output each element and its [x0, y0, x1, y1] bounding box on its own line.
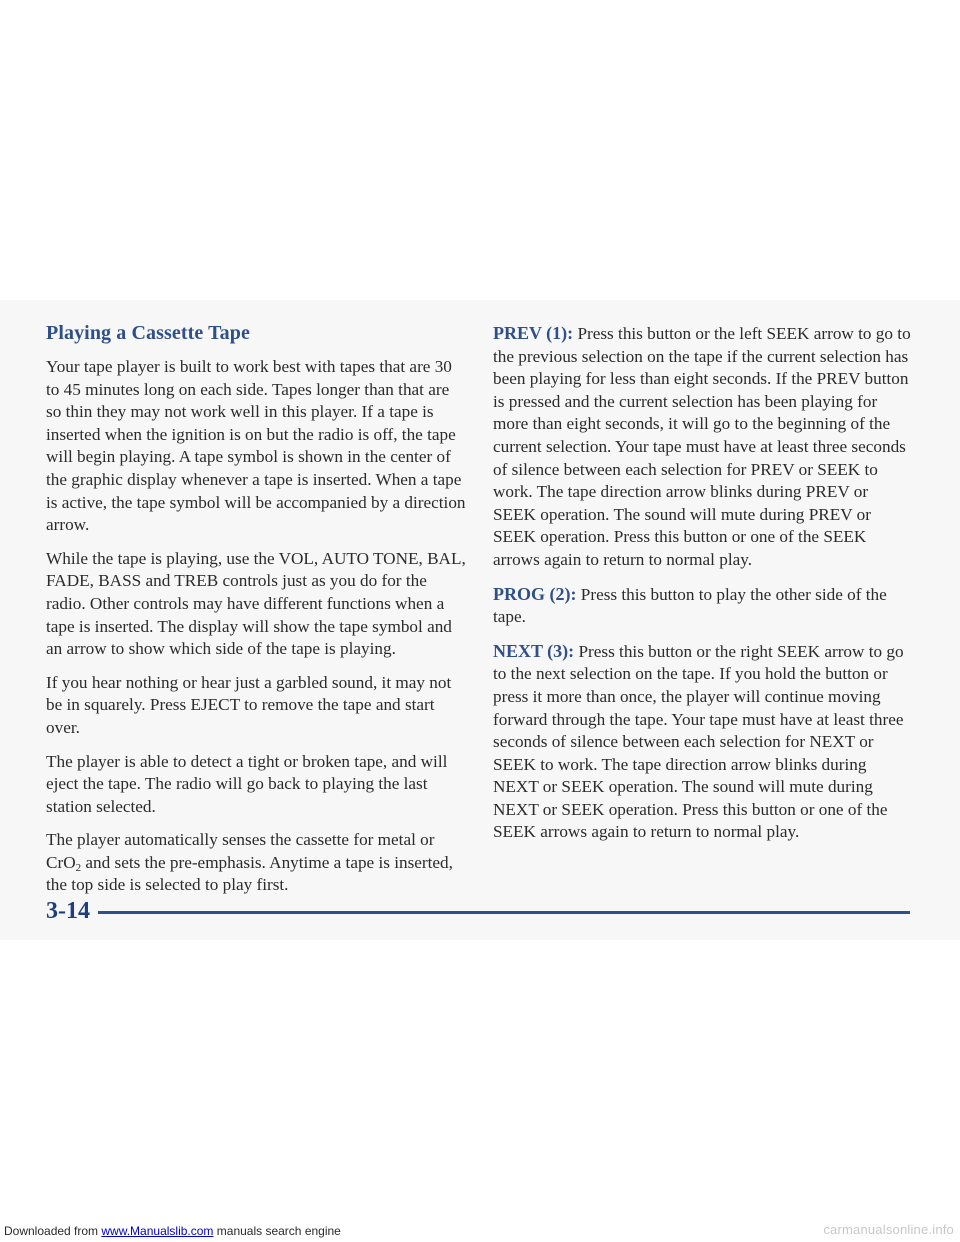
footer-rule [98, 911, 910, 914]
section-heading: Playing a Cassette Tape [46, 322, 250, 344]
left-column [46, 322, 466, 908]
paragraph-pre-emphasis [46, 829, 466, 897]
page-number: 3-14 [46, 897, 90, 924]
watermark: carmanualsonline.info [823, 1222, 954, 1237]
right-column [493, 322, 911, 855]
prev-paragraph [493, 322, 911, 572]
pre-emphasis-text-b: and sets the pre-emphasis. Anytime a tape is inserted, the top side is selected to play first. [46, 852, 453, 895]
next-description: Press this button or the right SEEK arrow to go to the next selection on the tape. If you hold the button or press it more than once, the player will continue moving forward through the tape. Your tape must have at least three seconds of silence between each selection for NEXT or SEEK to work. The tape direction arrow blinks during NEXT or SEEK operation. The sound will mute during NEXT or SEEK operation. Press this button or one of the SEEK arrows again to return to normal play. [493, 641, 904, 842]
subscript-two: 2 [75, 861, 82, 874]
prog-term: PROG (2): [493, 583, 577, 604]
paragraph-tape-length: Your tape player is built to work best with tapes that are 30 to 45 minutes long on each side. Tapes longer than that are so thin they may not work well in this player. If a tape is inserted when the ignition is on but the radio is off, the tape will begin playing. A tape symbol is shown in the center of the graphic display whenever a tape is inserted. When a tape is active, the tape symbol will be accompanied by a direction arrow. [46, 357, 466, 535]
download-source-line [4, 1224, 341, 1238]
pre-emphasis-text-a: The player automatically senses the cassette for metal or CrO [46, 830, 435, 872]
prev-term: PREV (1): [493, 323, 574, 343]
source-prefix: Downloaded from [4, 1224, 102, 1238]
manualslib-link[interactable]: www.Manualslib.com [101, 1224, 214, 1238]
prog-paragraph [493, 583, 911, 629]
next-paragraph [493, 640, 911, 844]
paragraph-broken-tape: The player is able to detect a tight or broken tape, and will eject the tape. The radio will go back to playing the last station selected. [46, 751, 448, 816]
paragraph-controls: While the tape is playing, use the VOL, AUTO TONE, BAL, FADE, BASS and TREB controls just as you do for the radio. Other controls may have different functions when a tape is inserted. The display will show the tape symbol and an arrow to show which side of the tape is playing. [46, 548, 466, 659]
prog-description: Press this button to play the other side of the tape. [493, 584, 887, 627]
prev-description: Press this button or the left SEEK arrow to go to the previous selection on the tape if the current selection has been playing for less than eight seconds. If the PREV button is pressed and the current selection has been playing for more than eight seconds, it will go to the beginning of the current selection. Your tape must have at least three seconds of silence between each selection for PREV or SEEK to work. The tape direction arrow blinks during PREV or SEEK operation. The sound will mute during PREV or SEEK operation. Press this button or one of the SEEK arrows again to return to normal play. [493, 324, 911, 569]
next-term: NEXT (3): [493, 640, 575, 661]
paragraph-garbled-sound: If you hear nothing or hear just a garbled sound, it may not be in squarely. Press EJECT to remove the tape and start over. [46, 672, 452, 737]
page-footer [46, 893, 910, 929]
source-suffix: manuals search engine [213, 1224, 341, 1238]
